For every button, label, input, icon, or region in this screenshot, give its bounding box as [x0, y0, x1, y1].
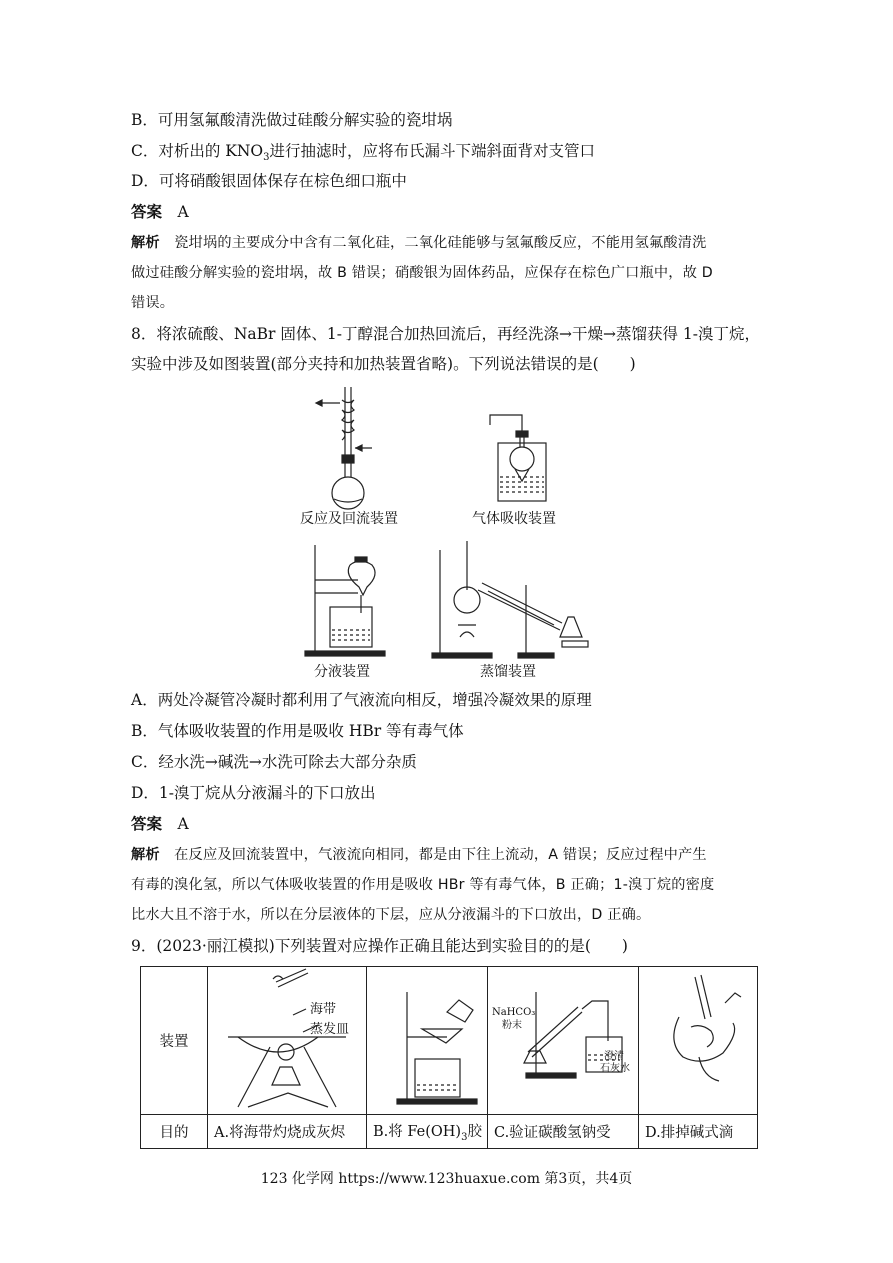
- q7-answer: 答案 A: [131, 202, 189, 221]
- purpose-d: D.排掉碱式滴: [639, 1115, 758, 1149]
- purpose-c: C.验证碳酸氢钠受: [488, 1115, 639, 1149]
- label-powder: 粉末: [502, 1020, 522, 1031]
- cell-apparatus-b: [367, 967, 488, 1115]
- distillation-drawing: [432, 541, 588, 658]
- q9-table: [140, 966, 758, 1149]
- cell-apparatus-c: [488, 967, 639, 1115]
- q8-option-c: C．经水洗→碱洗→水洗可除去大部分杂质: [131, 753, 417, 771]
- q7-option-c: C．对析出的 $KNO_3$进行抽滤时，应将布氏漏斗下端斜面背对支管口: [131, 142, 596, 164]
- q7-explanation-line-2: 做过硅酸分解实验的瓷坩埚，故 B 错误；硝酸银为固体药品，应保存在棕色广口瓶中，故 D: [131, 265, 713, 281]
- fig-label-distillation: 蒸馏装置: [480, 664, 536, 680]
- fig-label-reflux: 反应及回流装置: [300, 511, 398, 527]
- q8-stem-line-2: 实验中涉及如图装置(部分夹持和加热装置省略)。下列说法错误的是( ): [131, 355, 636, 373]
- q8-option-a: A．两处冷凝管冷凝时都利用了气液流向相反，增强冷凝效果的原理: [131, 691, 592, 709]
- q8-option-b: B．气体吸收装置的作用是吸收 HBr 等有毒气体: [131, 722, 464, 740]
- label-nahco3: NaHCO₃: [492, 1007, 536, 1018]
- gas-absorption-drawing: [490, 415, 546, 501]
- cell-apparatus-a: [208, 967, 367, 1115]
- purpose-a: A.将海带灼烧成灰烬: [208, 1115, 367, 1149]
- q7-option-b: B．可用氢氟酸清洗做过硅酸分解实验的瓷坩埚: [131, 111, 453, 129]
- separatory-funnel-drawing: [305, 545, 385, 656]
- fig-label-separation: 分液装置: [314, 664, 370, 680]
- q8-explanation-line-2: 有毒的溴化氢，所以气体吸收装置的作用是吸收 HBr 等有毒气体，B 正确；1-溴丁烷的密度: [131, 877, 715, 893]
- label-seaweed: 海带: [310, 1002, 337, 1017]
- q7-option-d: D．可将硝酸银固体保存在棕色细口瓶中: [131, 172, 407, 190]
- label-limewater: 石灰水: [600, 1063, 630, 1074]
- label-clear: 澄清: [604, 1051, 624, 1062]
- q8-answer: 答案 A: [131, 814, 189, 833]
- q8-stem-line-1: 8．将浓硫酸、NaBr 固体、1-丁醇混合加热回流后，再经洗涤→干燥→蒸馏获得 1-溴丁烷，: [131, 325, 760, 343]
- purpose-b: B.将 $Fe(OH)_3$胶: [367, 1115, 488, 1149]
- reflux-apparatus-drawing: [316, 387, 372, 509]
- fig-label-gas-absorption: 气体吸收装置: [472, 511, 556, 527]
- page-footer: 123 化学网 https://www.123huaxue.com 第3页，共4页: [260, 1171, 633, 1187]
- row-label-apparatus: 装置: [141, 967, 208, 1115]
- q8-explanation-line-1: 解析 在反应及回流装置中，气液流向相同，都是由下往上流动，A 错误；反应过程中产生: [131, 847, 707, 863]
- cell-apparatus-d: [639, 967, 758, 1115]
- q8-option-d: D．1-溴丁烷从分液漏斗的下口放出: [131, 784, 376, 802]
- q7-explanation-line-1: 解析 瓷坩埚的主要成分中含有二氧化硅，二氧化硅能够与氢氟酸反应，不能用氢氟酸清洗: [131, 235, 707, 251]
- q7-explanation-line-3: 错误。: [131, 295, 175, 311]
- q8-apparatus-figure: [300, 385, 600, 680]
- q9-stem: 9．(2023·丽江模拟)下列装置对应操作正确且能达到实验目的的是( ): [131, 937, 628, 955]
- label-evaporating-dish: 蒸发皿: [310, 1022, 350, 1037]
- q8-explanation-line-3: 比水大且不溶于水，所以在分层液体的下层，应从分液漏斗的下口放出，D 正确。: [131, 907, 651, 923]
- row-label-purpose: 目的: [141, 1115, 208, 1149]
